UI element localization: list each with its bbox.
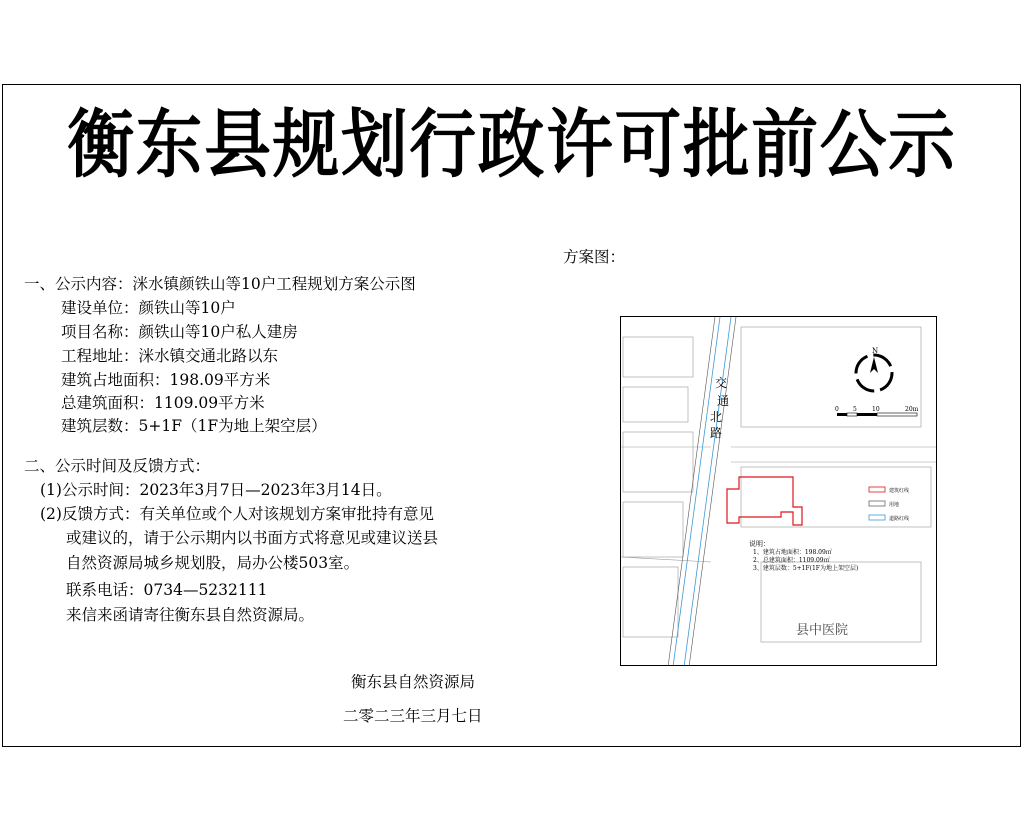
legend-item-3: 道路红线 — [889, 516, 910, 522]
compass-label: N — [872, 347, 879, 355]
north-arrow-icon — [856, 355, 892, 391]
publicity-time-line: (1)公示时间：2023年3月7日—2023年3月14日。 — [40, 481, 392, 499]
section1-heading: 一、公示内容：洣水镇颜铁山等10户工程规划方案公示图 — [24, 275, 416, 293]
legend-item-1: 建筑红线 — [889, 488, 910, 494]
feedback-line-2: 或建议的，请于公示期内以书面方式将意见或建议送县 — [66, 529, 439, 547]
total-area-line: 总建筑面积：1109.09平方米 — [61, 394, 265, 412]
road-name-char-3: 北 — [710, 410, 723, 424]
plan-note-2: 2、总建筑面积：1109.09㎡ — [753, 557, 830, 564]
issue-date: 二零二三年三月七日 — [343, 707, 483, 725]
feedback-line-1: (2)反馈方式：有关单位或个人对该规划方案审批持有意见 — [40, 505, 434, 523]
site-plan-drawing — [621, 317, 937, 666]
site-plan — [620, 316, 937, 666]
address-line: 工程地址：洣水镇交通北路以东 — [61, 347, 279, 365]
plan-label: 方案图： — [563, 248, 626, 266]
scale-tick-5: 5 — [853, 406, 857, 413]
scale-tick-20m: 20m — [905, 406, 919, 413]
scale-bar — [837, 413, 917, 416]
road-name-char-4: 路 — [710, 426, 723, 440]
scale-tick-10: 10 — [872, 406, 880, 413]
hospital-label: 县中医院 — [796, 623, 849, 638]
plan-note-3: 3、建筑层数：5+1F(1F为地上架空层) — [753, 565, 859, 572]
builder-line: 建设单位：颜铁山等10户 — [61, 299, 236, 317]
floors-line: 建筑层数：5+1F（1F为地上架空层） — [61, 417, 327, 435]
feedback-line-3: 自然资源局城乡规划股，局办公楼503室。 — [66, 554, 360, 572]
scale-tick-0: 0 — [835, 406, 839, 413]
section2-heading: 二、公示时间及反馈方式： — [24, 457, 211, 475]
page-title: 衡东县规划行政许可批前公示 — [67, 102, 957, 188]
footprint-area-line: 建筑占地面积：198.09平方米 — [61, 371, 271, 389]
road-name-char-2: 通 — [717, 394, 730, 408]
plan-legend — [869, 487, 885, 520]
mail-line: 来信来函请寄往衡东县自然资源局。 — [66, 606, 315, 624]
project-name-line: 项目名称：颜铁山等10户私人建房 — [61, 323, 298, 341]
issuer-org: 衡东县自然资源局 — [351, 673, 476, 691]
legend-item-2: 用地 — [889, 502, 900, 508]
phone-line: 联系电话：0734—5232111 — [66, 581, 268, 599]
plan-note-1: 1、建筑占地面积：198.09㎡ — [753, 549, 832, 556]
road-name-char-1: 交 — [715, 376, 728, 390]
plan-notes-title: 说明： — [749, 540, 770, 548]
building-outline — [727, 477, 802, 525]
